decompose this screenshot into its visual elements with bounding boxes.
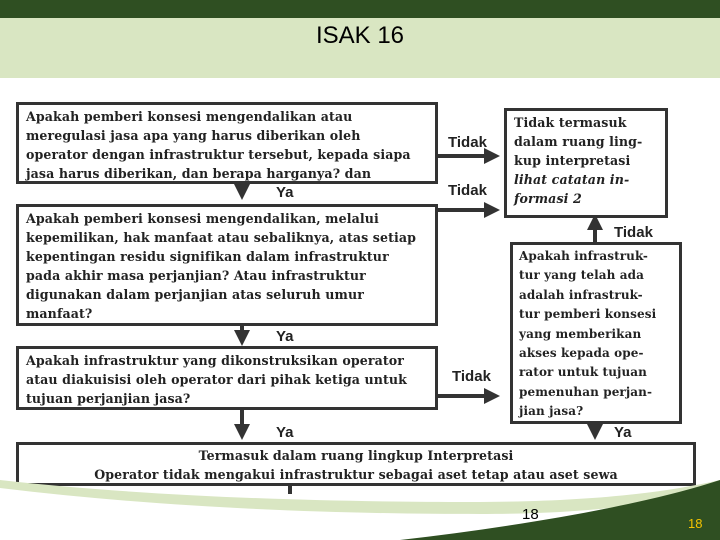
question-3-line: Apakah infrastruktur yang dikonstruksikan operator xyxy=(26,353,405,368)
result-line: Operator tidak mengakui infrastruktur sebagai aset tetap atau aset sewa xyxy=(94,467,618,482)
question-2-line: digunakan dalam perjanjian atas seluruh umur xyxy=(26,287,364,302)
question-2-box xyxy=(16,204,438,326)
question-3-line: tujuan perjanjian jasa? xyxy=(26,391,191,406)
label-q2-yes: Ya xyxy=(276,328,294,345)
outside-scope-line: Tidak termasuk xyxy=(514,115,627,130)
question-4-line: tur yang telah ada xyxy=(519,268,644,283)
question-1-box xyxy=(16,102,438,184)
slide-title: ISAK 16 xyxy=(315,22,405,49)
result-line: Termasuk dalam ruang lingkup Interpretasi xyxy=(198,448,514,463)
footer-page-number: 18 xyxy=(688,516,703,531)
header-top-band xyxy=(0,0,720,18)
question-4-line: Apakah infrastruk- xyxy=(519,249,648,263)
question-4-line: akses kepada ope- xyxy=(519,346,644,361)
question-4-line: pemenuhan perjan- xyxy=(519,384,653,399)
outside-scope-line: dalam ruang ling- xyxy=(514,134,643,149)
label-q3-no: Tidak xyxy=(452,368,491,385)
question-4-line: jian jasa? xyxy=(519,404,584,419)
question-1-line: operator dengan infrastruktur tersebut, kepada siapa xyxy=(26,147,411,162)
question-4-line: rator untuk tujuan xyxy=(519,365,647,380)
label-q3-yes: Ya xyxy=(276,424,294,441)
question-2-line: Apakah pemberi konsesi mengendalikan, melalui xyxy=(26,211,379,226)
question-2-line: manfaat? xyxy=(26,306,93,321)
question-2-line: kepentingan residu signifikan dalam infrastruktur xyxy=(26,249,389,264)
question-1-line: Apakah pemberi konsesi mengendalikan atau xyxy=(26,109,353,124)
outside-scope-box xyxy=(504,108,668,218)
outside-scope-note: formasi 2 xyxy=(514,191,582,206)
flowchart xyxy=(14,96,694,496)
label-q1-yes: Ya xyxy=(276,184,294,201)
question-2-line: pada akhir masa perjanjian? Atau infrastruktur xyxy=(26,268,366,283)
question-3-box xyxy=(16,346,438,410)
question-3-line: atau diakuisisi oleh operator dari pihak ketiga untuk xyxy=(26,372,408,387)
page-number: 18 xyxy=(522,506,539,523)
question-1-line: jasa harus diberikan, dan berapa harganya? dan xyxy=(26,166,372,181)
question-1-line: meregulasi jasa apa yang harus diberikan oleh xyxy=(26,128,361,143)
label-q1-no: Tidak xyxy=(448,134,487,151)
outside-scope-note: lihat catatan in- xyxy=(514,172,630,187)
question-4-box xyxy=(510,242,682,424)
footer-wave xyxy=(0,480,720,540)
question-4-line: yang memberikan xyxy=(519,326,642,341)
question-2-line: kepemilikan, hak manfaat atau sebaliknya, atas setiap xyxy=(26,230,417,245)
label-q4-no: Tidak xyxy=(614,224,653,241)
question-4-line: tur pemberi konsesi xyxy=(519,307,657,322)
outside-scope-line: kup interpretasi xyxy=(514,153,631,168)
question-4-line: adalah infrastruk- xyxy=(519,287,643,302)
label-q4-yes: Ya xyxy=(614,424,632,441)
label-q2-no: Tidak xyxy=(448,182,487,199)
